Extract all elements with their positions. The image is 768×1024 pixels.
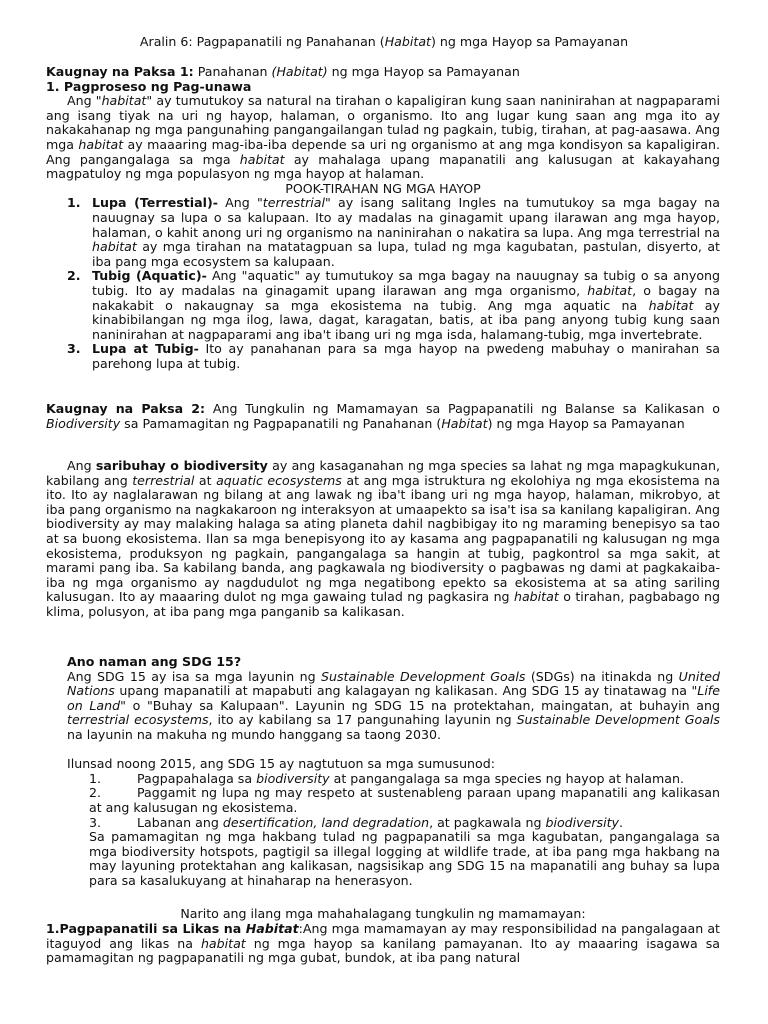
lesson-title xyxy=(0,35,768,50)
sdg-item-text: Labanan ang xyxy=(137,814,223,830)
bio-em: aquatic ecosystems xyxy=(216,472,342,488)
tungkulin-label: 1.Pagpapanatili sa Likas na xyxy=(46,921,246,936)
habitat-type-label: Tubig (Aquatic)- xyxy=(92,268,207,284)
tungkulin-em: habitat xyxy=(200,935,246,951)
sdg-item-em: biodiversity xyxy=(545,814,619,830)
sdg-text: , ito ay kabilang sa 17 pangunahing layunin ng xyxy=(208,712,517,728)
biodiversity-paragraph xyxy=(46,459,720,620)
paksa-2-em: Biodiversity xyxy=(46,415,121,431)
sdg-text: na layunin na makuha ng mundo hanggang sa taong 2030. xyxy=(67,726,442,742)
item-em: terrestrial xyxy=(262,195,325,211)
sdg-section xyxy=(67,655,720,889)
sdg-item-em: desertification, land degradation xyxy=(222,814,430,830)
paksa-2-text: Ang Tungkulin ng Mamamayan sa Pagpapanatili ng Balanse sa Kalikasan o xyxy=(205,401,720,416)
def-text-1: Ang " xyxy=(67,93,102,109)
habitat-types-list xyxy=(46,196,720,371)
list-item xyxy=(46,196,720,269)
tungkulin-heading xyxy=(46,907,720,922)
list-number: 2. xyxy=(89,785,102,801)
item-text: " ay isang salitang Ingles na tumutukoy sa mga bagay na nauugnay sa lupa o sa kalupaan. Ito ay madalas na ginagamit upang ilarawan ang mga hayop, halaman, o kahit anong uri ng organismo na naninirahan o nakatira sa lupa. Ang mga terrestrial na xyxy=(92,195,721,240)
sdg-em: Sustainable Development Goals xyxy=(516,712,720,728)
item-text: , o bagay na nakakabit o nakaugnay sa mga ekosistema na tubig. Ang mga aquatic na xyxy=(92,282,720,313)
def-em-3: habitat xyxy=(239,151,285,167)
sdg-heading xyxy=(67,655,720,670)
list-number: 1. xyxy=(89,770,102,786)
bio-em: habitat xyxy=(513,589,559,605)
sdg-launch-text: Ilunsad noong 2015, ang SDG 15 ay nagtutuon sa mga sumusunod: xyxy=(67,756,495,772)
sdg-item-text: Paggamit ng lupa ng may respeto at sustenableng paraan upang mapanatili ang kalikasan at ang kalusugan ng ekosistema. xyxy=(89,785,720,815)
list-number: 3. xyxy=(89,814,102,830)
item-em: habitat xyxy=(92,239,137,255)
habitat-definition-paragraph xyxy=(46,94,720,182)
title-text-end: ) ng mga Hayop sa Pamayanan xyxy=(430,34,629,49)
item-text: Ang "aquatic" ay tumutukoy sa mga bagay na nauugnay sa tubig o sa anyong tubig. Ito ay madalas na ginagamit upang ilarawan ang mga organismo, xyxy=(92,268,721,298)
list-number: 2. xyxy=(67,268,81,284)
bio-text: at xyxy=(194,472,217,488)
sdg-text: (SDGs) na itinakda ng xyxy=(525,668,679,684)
paksa-2-text: sa Pamamagitan ng Pagpapanatili ng Panahanan ( xyxy=(120,415,442,431)
def-text-4: ay mahalaga upang mapanatili ang kalusugan at kakayahang magpatuloy ng mga populasyon ng mga hayop at halaman. xyxy=(46,151,720,182)
def-text-3: ay maaaring mag-iba-iba depende sa uri ng organismo at ang mga kondisyon sa kapaligiran. Ang pangangalaga sa mga xyxy=(46,136,720,167)
def-em-2: habitat xyxy=(78,136,124,152)
item-text: ay mga tirahan na matatagpuan sa lupa, tulad ng mga kagubatan, pastulan, disyerto, at iba pang mga ecosystem sa kalupaan. xyxy=(92,239,720,269)
section-paksa-2 xyxy=(46,402,720,431)
tungkulin-label-habitat: Habitat xyxy=(245,921,299,936)
sdg-item-text: at pangangalaga sa mga species ng hayop at halaman. xyxy=(329,770,684,786)
item-text: ay kinabibilangan ng mga ilog, lawa, dagat, karagatan, batis, at iba pang anyong tubig kung saan naninirahan at nagpaparami ang iba't ibang uri ng mga isda, halamang-tubig, mga invertebrate. xyxy=(92,297,720,342)
sdg-paragraph xyxy=(67,670,720,743)
def-em-1: habitat xyxy=(101,93,147,109)
sdg-em: terrestrial ecosystems xyxy=(67,712,209,728)
sdg-focus-list xyxy=(89,772,720,889)
sdg-item-em: biodiversity xyxy=(256,770,330,786)
habitat-type-label: Lupa (Terrestial)- xyxy=(92,195,218,211)
item-text: Ang " xyxy=(217,195,263,211)
tungkulin-text: :Ang mga mamamayan ay may responsibilidad na pangalagaan at itaguyod ang likas na xyxy=(46,921,721,951)
pagproseso-heading xyxy=(46,80,720,95)
paksa-2-label: Kaugnay na Paksa 2: xyxy=(46,401,206,416)
list-number: 3. xyxy=(67,341,81,357)
sdg-em: Sustainable Development Goals xyxy=(320,668,526,684)
item-em: habitat xyxy=(648,297,694,313)
sdg-em: Life on Land xyxy=(67,683,720,713)
list-item xyxy=(46,269,720,342)
list-item xyxy=(89,816,720,831)
paksa-1-habitat: (Habitat) xyxy=(271,64,328,79)
tungkulin-text: ng mga hayop sa kanilang pamayanan. Ito ay maaaring isagawa sa pamamagitan ng pagpapanatili ng mga gubat, bundok, at iba pang natural xyxy=(46,935,720,966)
bio-text: o tirahan, pagbabago ng klima, polusyon, at iba pang mga panganib sa kalikasan. xyxy=(46,589,720,619)
list-item xyxy=(89,772,720,787)
sdg-closing-paragraph: Sa pamamagitan ng mga hakbang tulad ng pagpapanatili sa mga kagubatan, pangangalaga sa mga biodiversity hotspots, pagtigil sa illegal logging at wildlife trade, at iba pang mga hakbang na may layuning protektahan ang kalikasan, nagsisikap ang SDG 15 na mapanatili ang buhay sa lupa para sa kasalukuyang at hinaharap na henerasyon. xyxy=(89,829,720,888)
sdg-heading-text: Ano naman ang SDG 15? xyxy=(67,654,242,669)
sdg-text: " o "Buhay sa Kalupaan". Layunin ng SDG 15 na protektahan, maingatan, at buhayin ang xyxy=(120,697,720,713)
sdg-em: United Nations xyxy=(67,668,721,699)
section-paksa-1 xyxy=(46,65,720,371)
title-text: Aralin 6: Pagpapanatili ng Panahanan ( xyxy=(139,34,385,49)
paksa-1-text-end: ng mga Hayop sa Pamayanan xyxy=(327,64,520,79)
pagproseso-label: 1. Pagproseso ng Pag-unawa xyxy=(46,78,252,94)
bio-em: terrestrial xyxy=(132,472,195,488)
list-number: 1. xyxy=(67,195,81,211)
bio-term: saribuhay o biodiversity xyxy=(95,458,268,473)
item-text: Ito ay panahanan para sa mga hayop na pwedeng mabuhay o manirahan sa parehong lupa at tubig. xyxy=(92,341,720,371)
paksa-2-heading xyxy=(46,402,720,431)
def-text-2: " ay tumutukoy sa natural na tirahan o kapaligiran kung saan naninirahan at nagpaparami ang isang tiyak na uri ng hayop, halaman, o organismo. Ito ang lugar kung saan ang mga ito ay nakakahanap ng mga pangunahing pangangailangan tulad ng pagkain, tubig, tirahan, at pag-aasawa. Ang mga xyxy=(46,93,720,152)
pook-tirahan-heading: POOK-TIRAHAN NG MGA HAYOP xyxy=(285,180,481,196)
paksa-2-em: Habitat xyxy=(441,415,488,431)
item-em: habitat xyxy=(587,282,633,298)
sdg-item-text: , at pagkawala ng xyxy=(429,814,546,830)
paksa-1-heading xyxy=(46,65,720,80)
bio-text: Ang xyxy=(67,458,96,473)
list-item xyxy=(46,342,720,371)
title-habitat: Habitat xyxy=(384,34,431,49)
sdg-text: Ang SDG 15 ay isa sa mga layunin ng xyxy=(67,668,321,684)
bio-text: at ang mga istruktura ng ekolohiya ng mga ekosistema na ito. Ito ay naglalarawan ng bilang at ang lawak ng iba't ibang uri ng mga hayop, halaman, mikrobyo, at iba pang organismo na nagkakaroon ng interaksyon at umaapekto sa isa't isa sa kanilang kapaligiran. Ang biodiversity ay may malaking halaga sa ating planeta dahil nagbibigay ito ng maraming benepisyo sa tao at sa buong ekosistema. Ilan sa mga benepisyong ito ay kasama ang pagpapanatili ng kalusugan ng mga ekosistema, produksyon ng pagkain, pangangalaga sa hangin at tubig, pagkontrol sa mga sakit, at marami pang iba. Sa kabilang banda, ang pagkawala ng biodiversity o pagbawas ng dami at pagkakaiba-iba ng mga organismo ay nagdudulot ng mga negatibong epekto sa ekosistema at sa ating sariling kalusugan. Ito ay maaaring dulot ng mga gawaing tulad ng pagkasira ng xyxy=(46,472,720,605)
sdg-item-text: Pagpapahalaga sa xyxy=(137,770,257,786)
list-item xyxy=(89,786,720,815)
bio-text: ay ang kasaganahan ng mga species sa lahat ng mga mapagkukunan, kabilang ang xyxy=(46,458,720,488)
paksa-1-label: Kaugnay na Paksa 1: xyxy=(46,64,194,79)
tungkulin-heading-text: Narito ang ilang mga mahahalagang tungkulin ng mamamayan: xyxy=(180,906,586,921)
sdg-text: upang mapanatili at mapabuti ang kalagayan ng kalikasan. Ang SDG 15 ay tinatawag na " xyxy=(114,683,698,699)
tungkulin-item-1 xyxy=(46,922,720,966)
habitat-type-label: Lupa at Tubig- xyxy=(92,341,199,357)
sdg-item-text: . xyxy=(619,814,624,830)
paksa-1-text: Panahanan xyxy=(193,64,272,79)
paksa-2-text: ) ng mga Hayop sa Pamayanan xyxy=(487,415,685,431)
